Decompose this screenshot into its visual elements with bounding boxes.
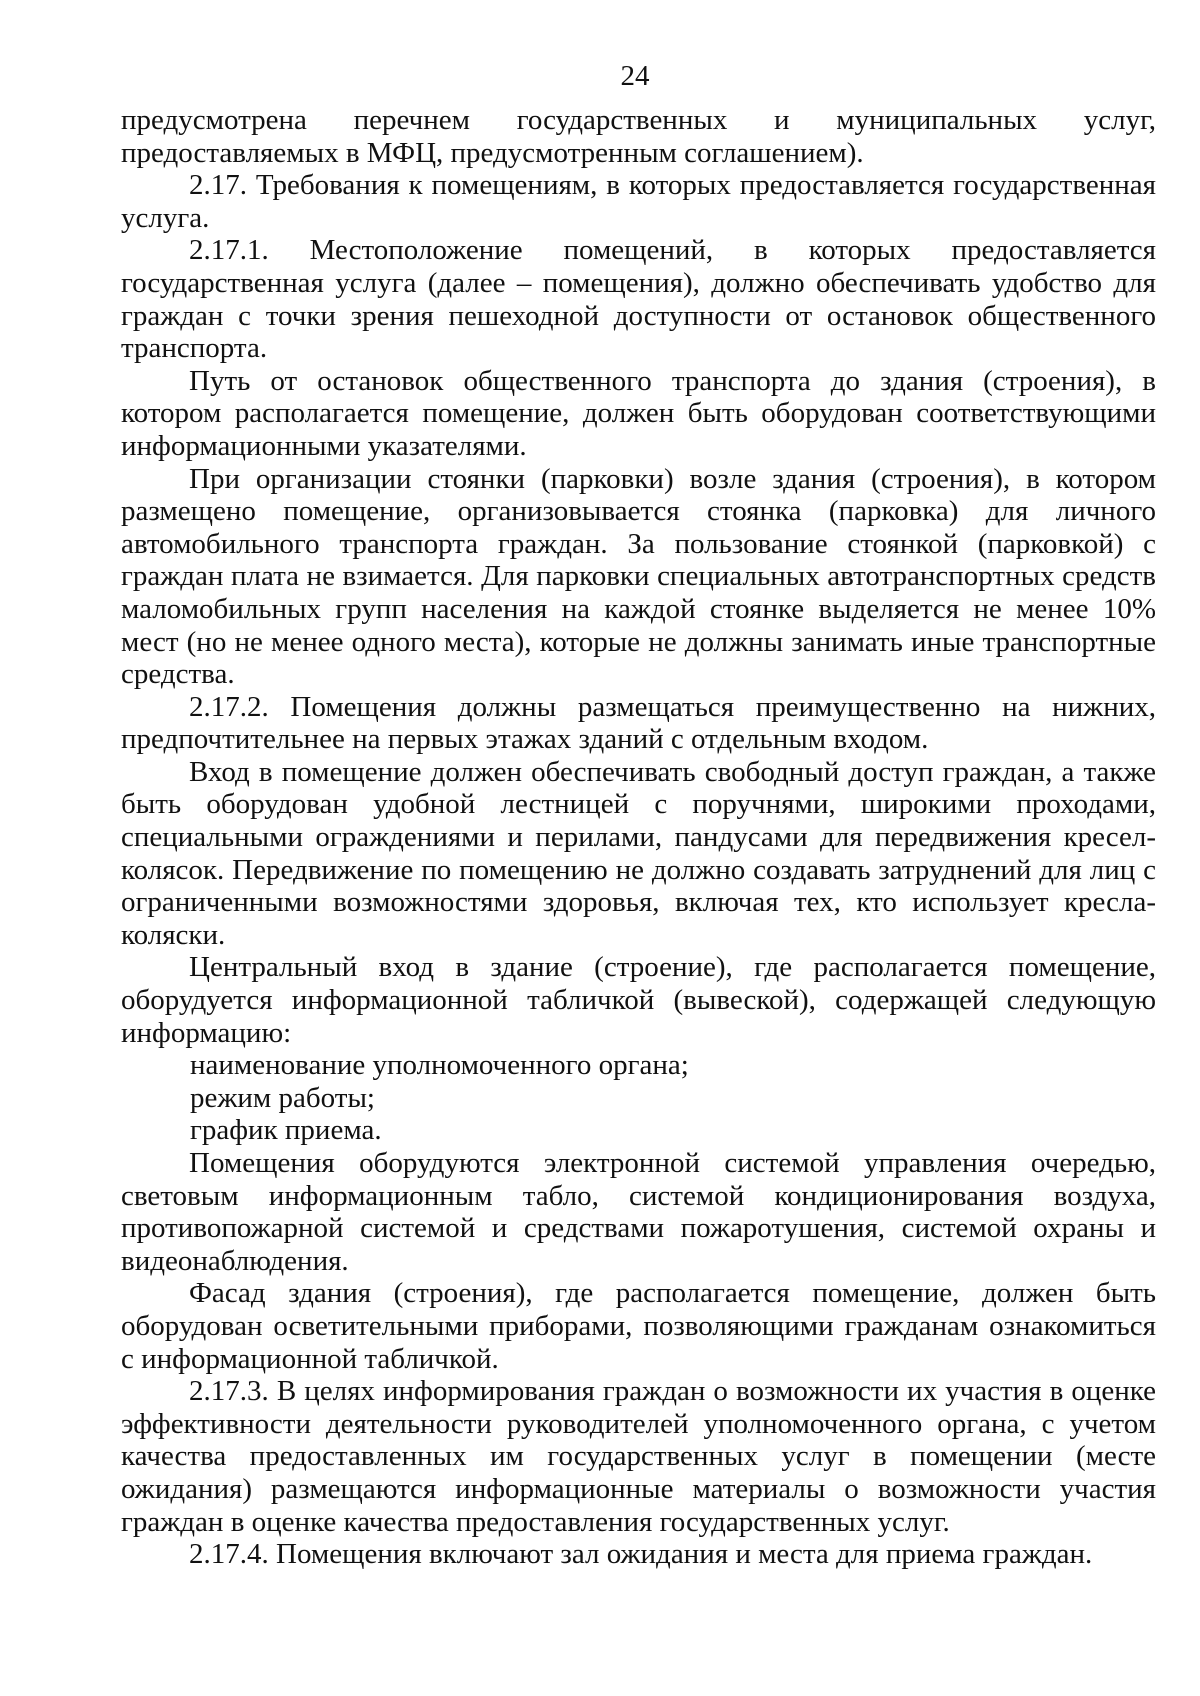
- document-body: [121, 104, 1156, 1571]
- list-item-working-hours: режим работы;: [190, 1081, 375, 1114]
- paragraph-path-from-stops: Путь от остановок общественного транспорта до здания (строения), в котором располагается помещение, должен быть оборудован соответствующими информационными указателями.: [121, 364, 1156, 462]
- paragraph-section-2-17-3: 2.17.3. В целях информирования граждан о возможности их участия в оценке эффективности деятельности руководителей уполномоченного органа, с учетом качества предоставленных им государственных услуг в помещении (месте ожидания) размещаются информационные материалы о возможности участия граждан в оценке качества предоставления государственных услуг.: [121, 1375, 1156, 1538]
- paragraph-section-2-17-4: 2.17.4. Помещения включают зал ожидания и места для приема граждан.: [189, 1538, 1093, 1571]
- paragraph-section-2-17-1: 2.17.1. Местоположение помещений, в которых предоставляется государственная услуга (далее – помещения), должно обеспечивать удобство для граждан с точки зрения пешеходной доступности от остановок общественного транспорта.: [121, 234, 1156, 365]
- paragraph-parking: При организации стоянки (парковки) возле здания (строения), в котором размещено помещение, организовывается стоянка (парковка) для личного автомобильного транспорта граждан. За пользование стоянкой (парковкой) с граждан плата не взимается. Для парковки специальных автотранспортных средств маломобильных групп населения на каждой стоянке выделяется не менее 10% мест (но не менее одного места), которые не должны занимать иные транспортные средства.: [121, 462, 1156, 691]
- paragraph-central-entrance: Центральный вход в здание (строение), где располагается помещение, оборудуется информационной табличкой (вывеской), содержащей следующую информацию:: [121, 951, 1156, 1049]
- paragraph-section-2-17: 2.17. Требования к помещениям, в которых предоставляется государственная услуга.: [121, 169, 1156, 234]
- list-item-reception-schedule: график приема.: [190, 1114, 382, 1147]
- paragraph-facade: Фасад здания (строения), где располагается помещение, должен быть оборудован осветительными приборами, позволяющими гражданам ознакомиться с информационной табличкой.: [121, 1277, 1156, 1375]
- paragraph-equipment: Помещения оборудуются электронной системой управления очередью, световым информационным табло, системой кондиционирования воздуха, противопожарной системой и средствами пожаротушения, системой охраны и видеонаблюдения.: [121, 1147, 1156, 1277]
- list-item-authority-name: наименование уполномоченного органа;: [190, 1049, 689, 1082]
- paragraph-section-2-17-2: 2.17.2. Помещения должны размещаться преимущественно на нижних, предпочтительнее на первых этажах зданий с отдельным входом.: [121, 690, 1156, 756]
- paragraph-continuation: предусмотрена перечнем государственных и муниципальных услуг, предоставляемых в МФЦ, предусмотренным соглашением).: [121, 104, 1156, 169]
- paragraph-entrance: Вход в помещение должен обеспечивать свободный доступ граждан, а также быть оборудован удобной лестницей с поручнями, широкими проходами, специальными ограждениями и перилами, пандусами для передвижения кресел-колясок. Передвижение по помещению не должно создавать затруднений для лиц с ограниченными возможностями здоровья, включая тех, кто использует кресла-коляски.: [121, 755, 1156, 951]
- page-number: 24: [620, 60, 650, 92]
